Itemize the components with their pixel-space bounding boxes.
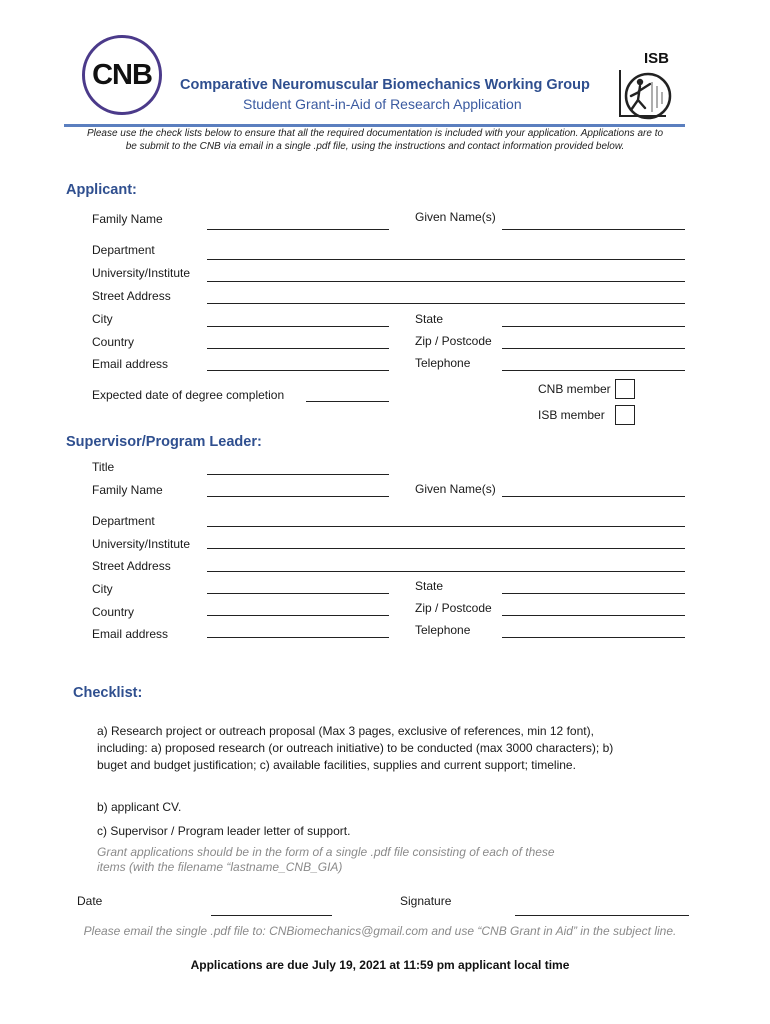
supervisor-given-names-label: Given Name(s) — [415, 482, 496, 496]
supervisor-email-label: Email address — [92, 627, 169, 641]
supervisor-city-label: City — [92, 582, 113, 596]
supervisor-country-label: Country — [92, 605, 135, 619]
applicant-university-label: University/Institute — [92, 266, 191, 280]
supervisor-family-name-label: Family Name — [92, 483, 163, 497]
isb-logo-text: ISB — [644, 50, 670, 67]
supervisor-university-field[interactable] — [207, 548, 685, 549]
applicant-family-name-label: Family Name — [92, 212, 163, 226]
checklist-item-c: c) Supervisor / Program leader letter of support. — [97, 824, 351, 838]
isb-figure-icon — [614, 50, 676, 122]
applicant-country-field[interactable] — [207, 348, 389, 349]
applicant-zip-label: Zip / Postcode — [415, 334, 492, 348]
supervisor-heading: Supervisor/Program Leader: — [66, 434, 262, 450]
email-instructions: Please email the single .pdf file to: CNBiomechanics@gmail.com and use “CNB Grant in Aid” in the subject line. — [83, 924, 677, 938]
supervisor-street-label: Street Address — [92, 559, 171, 573]
supervisor-zip-label: Zip / Postcode — [415, 601, 492, 615]
applicant-telephone-label: Telephone — [415, 356, 471, 370]
supervisor-telephone-field[interactable] — [502, 637, 685, 638]
applicant-email-field[interactable] — [207, 370, 389, 371]
checklist-format-note: Grant applications should be in the form of a single .pdf file consisting of each of these items (with the filename “lastname_CNB_GIA) — [97, 845, 555, 874]
supervisor-state-label: State — [415, 579, 444, 593]
applicant-city-label: City — [92, 312, 113, 326]
supervisor-zip-field[interactable] — [502, 615, 685, 616]
supervisor-family-name-field[interactable] — [207, 496, 389, 497]
applicant-zip-field[interactable] — [502, 348, 685, 349]
signature-field[interactable] — [515, 915, 689, 916]
date-field[interactable] — [211, 915, 332, 916]
supervisor-given-names-field[interactable] — [502, 496, 685, 497]
cnb-member-label: CNB member — [538, 382, 611, 396]
applicant-email-label: Email address — [92, 357, 169, 371]
applicant-street-label: Street Address — [92, 289, 171, 303]
applicant-family-name-field[interactable] — [207, 229, 389, 230]
checklist-item-b: b) applicant CV. — [97, 800, 182, 814]
header-subtitle: Student Grant-in-Aid of Research Application — [243, 96, 522, 112]
supervisor-university-label: University/Institute — [92, 537, 191, 551]
applicant-heading: Applicant: — [66, 182, 137, 198]
supervisor-department-field[interactable] — [207, 526, 685, 527]
applicant-degree-date-label: Expected date of degree completion — [92, 388, 285, 402]
applicant-department-label: Department — [92, 243, 155, 257]
date-label: Date — [77, 894, 103, 908]
isb-logo — [614, 50, 676, 122]
isb-member-checkbox[interactable] — [615, 405, 635, 425]
supervisor-country-field[interactable] — [207, 615, 389, 616]
intro-note: Please use the check lists below to ensure that all the required documentation is included with your application. Applications are to be submit to the CNB via email in a single .pdf file, using the instructions and contact information provided below. — [86, 128, 664, 152]
supervisor-title-field[interactable] — [207, 474, 389, 475]
applicant-street-field[interactable] — [207, 303, 685, 304]
cnb-logo — [82, 35, 162, 115]
applicant-telephone-field[interactable] — [502, 370, 685, 371]
supervisor-title-label: Title — [92, 460, 115, 474]
supervisor-city-field[interactable] — [207, 593, 389, 594]
applicant-state-label: State — [415, 312, 444, 326]
applicant-given-names-field[interactable] — [502, 229, 685, 230]
applicant-department-field[interactable] — [207, 259, 685, 260]
checklist-heading: Checklist: — [73, 685, 143, 701]
supervisor-state-field[interactable] — [502, 593, 685, 594]
supervisor-telephone-label: Telephone — [415, 623, 471, 637]
supervisor-street-field[interactable] — [207, 571, 685, 572]
applicant-degree-date-field[interactable] — [306, 401, 389, 402]
applicant-city-field[interactable] — [207, 326, 389, 327]
applicant-country-label: Country — [92, 335, 135, 349]
cnb-member-checkbox[interactable] — [615, 379, 635, 399]
signature-label: Signature — [400, 894, 452, 908]
header-title: Comparative Neuromuscular Biomechanics Working Group — [180, 77, 590, 93]
deadline-notice: Applications are due July 19, 2021 at 11:59 pm applicant local time — [190, 958, 570, 972]
applicant-university-field[interactable] — [207, 281, 685, 282]
isb-member-label: ISB member — [538, 408, 605, 422]
cnb-logo-text: CNB — [92, 58, 152, 91]
supervisor-department-label: Department — [92, 514, 155, 528]
applicant-given-names-label: Given Name(s) — [415, 210, 496, 224]
checklist-item-a: a) Research project or outreach proposal (Max 3 pages, exclusive of references, min 12 font), including: a) proposed research (or outreach initiative) to be conducted (max 3000 characters); b) buget and budget justification; c) available facilities, supplies and current support; timeline. — [97, 724, 614, 772]
supervisor-email-field[interactable] — [207, 637, 389, 638]
applicant-state-field[interactable] — [502, 326, 685, 327]
